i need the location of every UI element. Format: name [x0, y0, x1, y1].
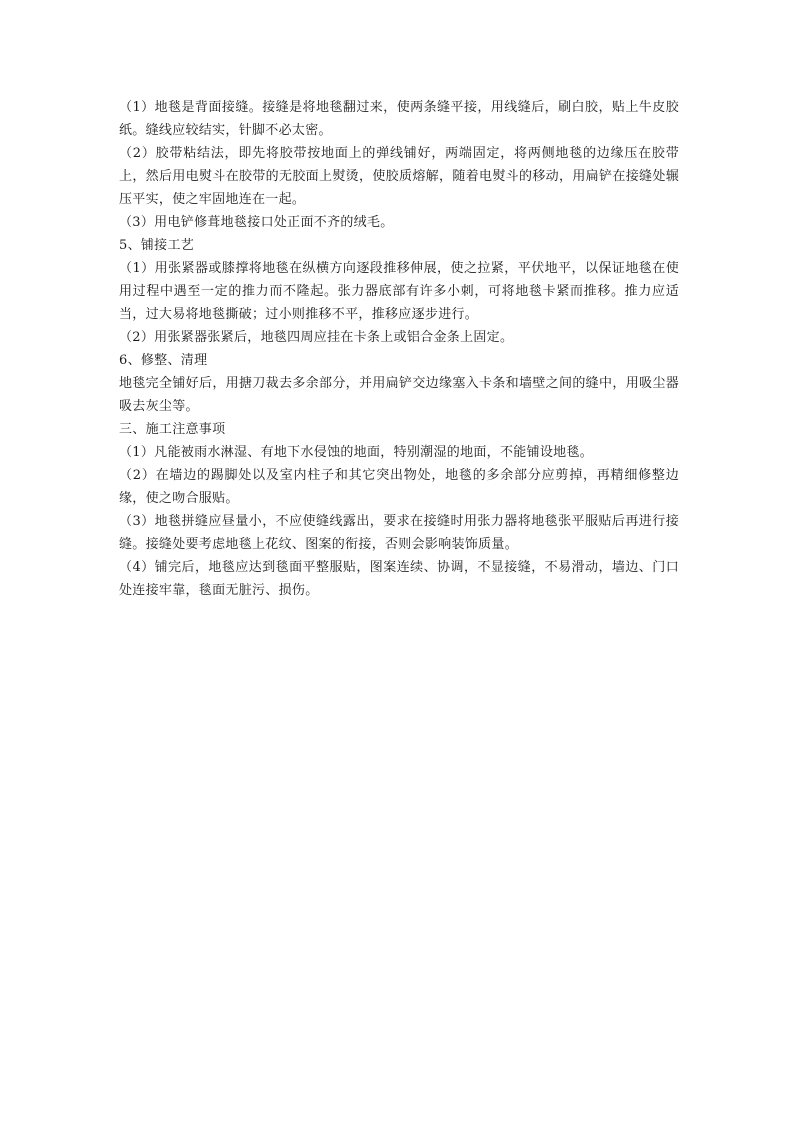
section-heading-precautions: 三、施工注意事项 — [119, 422, 226, 437]
paragraph-trim-pile: （3）用电铲修葺地毯接口处正面不齐的绒毛。 — [119, 215, 394, 230]
paragraph-edge-fixing: （2）用张紧器张紧后，地毯四周应挂在卡条上或铝合金条上固定。 — [119, 330, 514, 345]
document-body — [119, 96, 679, 602]
paragraph-precaution-finish: （4）铺完后，地毯应达到毯面平整服贴，图案连续、协调，不显接缝，不易滑动，墙边、门口处连接牢靠，毯面无脏污、损伤。 — [119, 560, 679, 598]
paragraph-trimming: 地毯完全铺好后，用搪刀裁去多余部分，并用扁铲交边缘塞入卡条和墙壁之间的缝中，用吸尘器吸去灰尘等。 — [119, 376, 679, 414]
section-heading-trimming-cleaning: 6、修整、清理 — [119, 353, 208, 368]
paragraph-tape-bonding: （2）胶带粘结法，即先将胶带按地面上的弹线铺好，两端固定，将两侧地毯的边缘压在胶带上，然后用电熨斗在胶带的无胶面上熨烫，使胶质熔解，随着电熨斗的移动，用扁铲在接缝处辗压平实，使之牢固地连在一起。 — [119, 146, 679, 207]
paragraph-precaution-moisture: （1）凡能被雨水淋湿、有地下水侵蚀的地面，特别潮湿的地面，不能铺设地毯。 — [119, 445, 594, 460]
paragraph-stretching: （1）用张紧器或膝撑将地毯在纵横方向逐段推移伸展，使之拉紧，平伏地平，以保证地毯在使用过程中遇至一定的推力而不隆起。张力器底部有许多小刺，可将地毯卡紧而推移。推力应适当，过大易将地毯撕破；过小则推移不平，推移应逐步进行。 — [119, 261, 679, 322]
paragraph-precaution-edges: （2）在墙边的踢脚处以及室内柱子和其它突出物处，地毯的多余部分应剪掉，再精细修整边缘，使之吻合服贴。 — [119, 468, 679, 506]
paragraph-seam-backside: （1）地毯是背面接缝。接缝是将地毯翻过来，使两条缝平接，用线缝后，刷白胶，贴上牛皮胶纸。缝线应较结实，针脚不必太密。 — [119, 100, 679, 138]
paragraph-precaution-seams: （3）地毯拼缝应昼量小，不应使缝线露出，要求在接缝时用张力器将地毯张平服贴后再进行接缝。接缝处要考虑地毯上花纹、图案的衔接，否则会影响装饰质量。 — [119, 514, 679, 552]
section-heading-laying-process: 5、铺接工艺 — [119, 238, 195, 253]
